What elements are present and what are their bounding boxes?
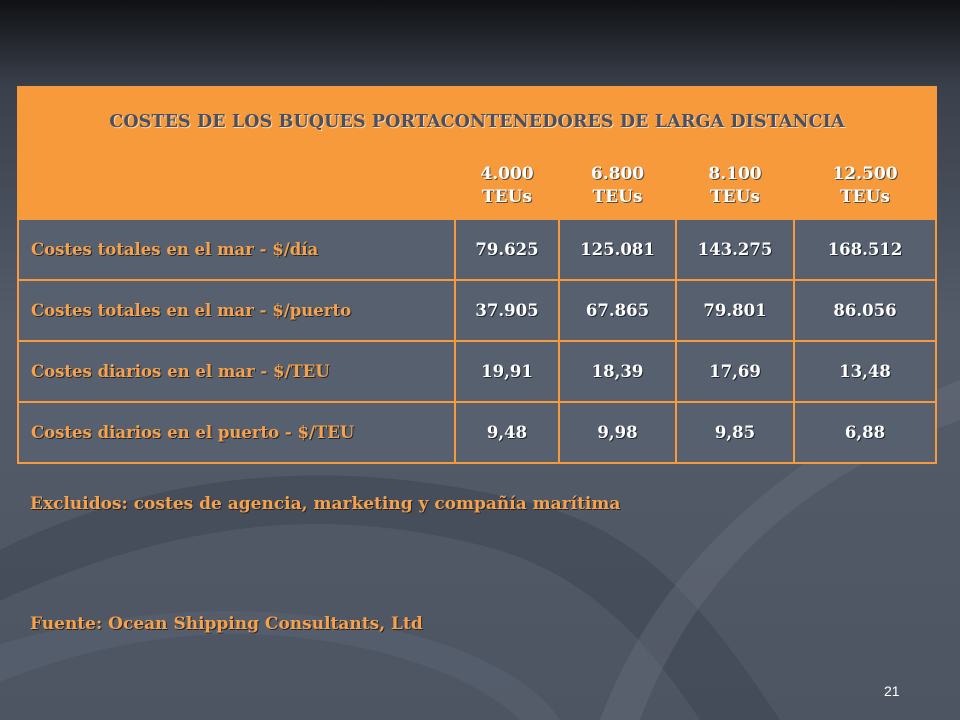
row-label: Costes diarios en el mar - $/TEU [18,341,455,402]
table-cell: 9,85 [676,402,794,463]
table-cell: 86.056 [794,280,936,341]
column-header [455,153,559,219]
header-blank-cell [18,153,455,219]
costs-table [17,86,937,464]
table-cell: 168.512 [794,219,936,280]
table-cell: 9,98 [559,402,676,463]
table-cell: 143.275 [676,219,794,280]
table-cell: 125.081 [559,219,676,280]
table-title-row [18,87,936,153]
table-cell: 79.801 [676,280,794,341]
table-header-row [18,153,936,219]
row-label: Costes diarios en el puerto - $/TEU [18,402,455,463]
column-header [559,153,676,219]
excluded-note: Excluidos: costes de agencia, marketing y compañía marítima [30,494,621,514]
column-size: 8.100 [708,164,762,184]
table-cell: 13,48 [794,341,936,402]
slide-number: 21 [884,683,900,699]
table-row [18,280,936,341]
table-title: COSTES DE LOS BUQUES PORTACONTENEDORES DE LARGA DISTANCIA [109,112,845,132]
table-row [18,341,936,402]
column-unit: TEUs [481,187,532,207]
column-size: 6.800 [590,164,645,184]
table-row [18,402,936,463]
column-size: 12.500 [832,164,898,184]
column-header [794,153,936,219]
table-cell: 9,48 [455,402,559,463]
source-note: Fuente: Ocean Shipping Consultants, Ltd [30,614,423,634]
row-label: Costes totales en el mar - $/día [18,219,455,280]
table-cell: 37.905 [455,280,559,341]
table-cell: 18,39 [559,341,676,402]
table-cell: 17,69 [676,341,794,402]
column-unit: TEUs [709,187,760,207]
column-size: 4.000 [480,164,534,184]
row-label: Costes totales en el mar - $/puerto [18,280,455,341]
table-cell: 6,88 [794,402,936,463]
table-cell: 67.865 [559,280,676,341]
table-cell: 19,91 [455,341,559,402]
table-row [18,219,936,280]
column-unit: TEUs [592,187,643,207]
table-cell: 79.625 [455,219,559,280]
column-header [676,153,794,219]
column-unit: TEUs [840,187,891,207]
